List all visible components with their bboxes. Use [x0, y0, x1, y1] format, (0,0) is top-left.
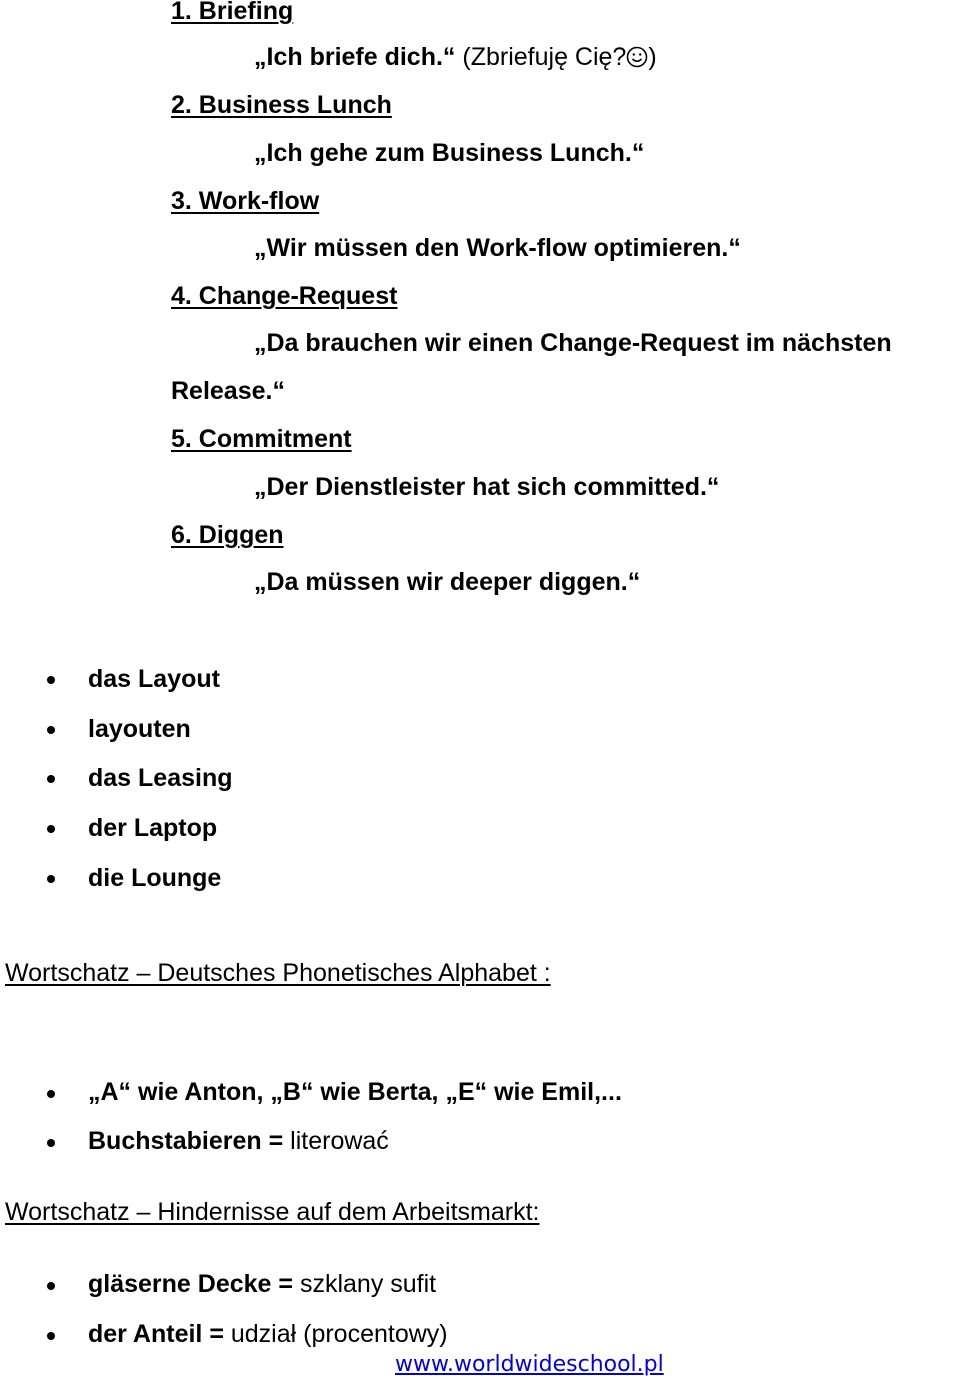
phrase-normal: literować — [290, 1127, 389, 1155]
translation-note-end: ) — [648, 43, 657, 71]
list-item: die Lounge — [88, 864, 222, 892]
section-title-obstacles: Wortschatz – Hindernisse auf dem Arbeitsmarkt: — [5, 1198, 540, 1226]
list-item — [88, 1269, 436, 1299]
term-example-work-flow: „Wir müssen den Work-flow optimieren.“ — [254, 234, 741, 262]
smiley-icon — [626, 46, 648, 68]
term-example-change-request-cont: Release.“ — [171, 377, 285, 405]
list-item: der Laptop — [88, 814, 218, 842]
term-example-diggen: „Da müssen wir deeper diggen.“ — [254, 568, 641, 596]
phrase-bold: „A“ wie Anton, „B“ wie Berta, „E“ wie Emil,... — [88, 1078, 622, 1106]
phrase-bold: der Anteil = — [88, 1320, 231, 1348]
section-title-phonetic: Wortschatz – Deutsches Phonetisches Alphabet : — [5, 959, 551, 987]
translation-note: (Zbriefuję Cię? — [455, 43, 627, 71]
term-heading-commitment: 5. Commitment — [171, 425, 352, 453]
example-text: „Ich briefe dich.“ — [254, 43, 456, 71]
bullet-icon — [47, 676, 55, 684]
term-heading-business-lunch: 2. Business Lunch — [171, 91, 392, 119]
term-heading-work-flow: 3. Work-flow — [171, 187, 320, 215]
bullet-icon — [47, 775, 55, 783]
list-item — [88, 1126, 389, 1156]
phrase-normal: szklany sufit — [299, 1270, 437, 1298]
list-item: layouten — [88, 715, 191, 743]
bullet-icon — [47, 1332, 55, 1340]
term-example-commitment: „Der Dienstleister hat sich committed.“ — [254, 473, 720, 501]
bullet-icon — [47, 1139, 55, 1147]
list-item: das Leasing — [88, 764, 233, 792]
footer-link[interactable]: www.worldwideschool.pl — [395, 1352, 664, 1377]
phrase-bold: Buchstabieren = — [88, 1127, 291, 1155]
term-heading-change-request: 4. Change-Request — [171, 282, 398, 310]
list-item: das Layout — [88, 665, 220, 693]
term-example-briefing — [254, 42, 657, 72]
bullet-icon — [47, 1282, 55, 1290]
list-item — [88, 1319, 448, 1349]
phrase-bold: gläserne Decke = — [88, 1270, 300, 1298]
bullet-icon — [47, 875, 55, 883]
list-item — [88, 1077, 622, 1107]
phrase-normal: udział (procentowy) — [230, 1320, 448, 1348]
term-heading-diggen: 6. Diggen — [171, 521, 284, 549]
term-example-change-request: „Da brauchen wir einen Change-Request im nächsten — [254, 329, 892, 357]
bullet-icon — [47, 726, 55, 734]
bullet-icon — [47, 825, 55, 833]
bullet-icon — [47, 1090, 55, 1098]
term-example-business-lunch: „Ich gehe zum Business Lunch.“ — [254, 139, 645, 167]
term-heading-briefing: 1. Briefing — [171, 0, 294, 25]
